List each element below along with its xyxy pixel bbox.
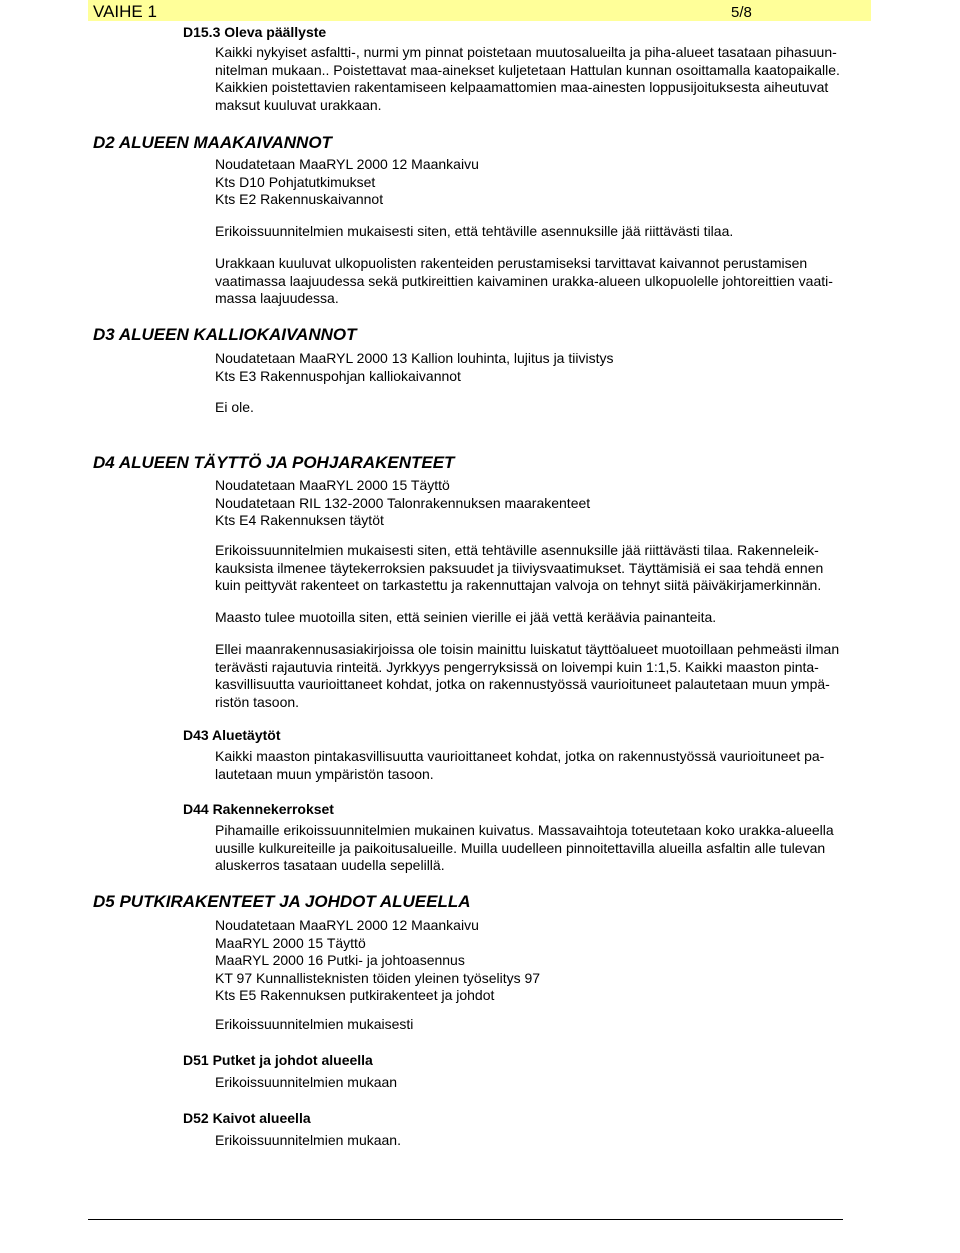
text-line: Kts E4 Rakennuksen täytöt (215, 512, 384, 528)
section-d4-paragraph-3 (215, 641, 875, 711)
text-line: Erikoissuunnitelmien mukaisesti siten, että tehtäville asennuksille jää riittävästi tilaa. Rakenneleik- (215, 542, 819, 558)
text-line: Kts E3 Rakennuspohjan kalliokaivannot (215, 367, 461, 384)
text-line: vaatimassa laajuudessa sekä putkireittien kaivaminen urakka-alueen ulkopuolelle johtoreittien vaati- (215, 272, 833, 289)
section-d44-text (215, 822, 875, 875)
text-line: Erikoissuunnitelmien mukaisesti (215, 1016, 414, 1032)
text-line: Erikoissuunnitelmien mukaan. (215, 1132, 401, 1148)
section-d51-title: D51 Putket ja johdot alueella (183, 1052, 373, 1068)
section-d2-paragraph-2 (215, 255, 875, 308)
text-line: kuin peittyvät rakenteet on tarkastettu ja rakennuttajan valvoja on tehnyt siitä päiväkirjamerkinnän. (215, 577, 822, 593)
section-d2-title: D2 ALUEEN MAAKAIVANNOT (93, 133, 332, 152)
text-line: Noudatetaan MaaRYL 2000 13 Kallion louhinta, lujitus ja tiivistys (215, 350, 614, 366)
text-line: KT 97 Kunnallisteknisten töiden yleinen työselitys 97 (215, 969, 541, 986)
section-d153-title: D15.3 Oleva päällyste (183, 24, 327, 40)
text-line: Noudatetaan MaaRYL 2000 15 Täyttö (215, 477, 450, 493)
section-d153-text (215, 44, 875, 114)
text-line: Kts E5 Rakennuksen putkirakenteet ja johdot (215, 987, 495, 1003)
section-d2-paragraph-1 (215, 223, 875, 241)
section-d51-text (215, 1074, 875, 1092)
text-line: kasvillisuutta vaurioittaneet kohdat, jotka on rakennustyössä vaurioituneet palautetaan muun ympä- (215, 676, 830, 692)
section-d5-refs (215, 917, 875, 1005)
section-d4-paragraph-1 (215, 542, 875, 595)
section-d52-title: D52 Kaivot alueella (183, 1110, 311, 1126)
text-line: Pihamaille erikoissuunnitelmien mukainen kuivatus. Massavaihtoja toteutetaan koko urakka-alueella (215, 822, 834, 838)
text-line: Kts E2 Rakennuskaivannot (215, 191, 384, 207)
text-line: maksut kuuluvat urakkaan. (215, 96, 382, 113)
section-d2-refs (215, 156, 875, 209)
section-d3-refs (215, 350, 875, 385)
text-line: Ellei maanrakennusasiakirjoissa ole toisin mainittu luiskatut täyttöalueet muotoillaan pehmeästi ilman (215, 641, 840, 657)
footer-divider (88, 1219, 843, 1220)
text-line: nitelman mukaan.. Poistettavat maa-ainekset kuljetetaan Hattulan kunnan osoittamalla kaatopaikalle. (215, 61, 840, 78)
text-line: Erikoissuunnitelmien mukaan (215, 1074, 398, 1090)
section-d3-paragraph-1 (215, 399, 875, 417)
text-line: Kaikki nykyiset asfaltti-, nurmi ym pinnat poistetaan muutosalueilta ja piha-alueet tasataan pihasuun- (215, 44, 837, 60)
text-line: Urakkaan kuuluvat ulkopuolisten rakenteiden perustamiseksi tarvittavat kaivannot perustamisen (215, 255, 808, 271)
text-line: Erikoissuunnitelmien mukaisesti siten, että tehtäville asennuksille jää riittävästi tilaa. (215, 223, 734, 239)
section-d5-title: D5 PUTKIRAKENTEET JA JOHDOT ALUEELLA (93, 892, 471, 911)
text-line: kauksista ilmenee täytekerroksien paksuudet ja tiiviysvaatimukset. Täyttämisiä ei saa tehdä ennen (215, 559, 824, 576)
text-line: MaaRYL 2000 15 Täyttö (215, 934, 366, 951)
section-d43-title: D43 Aluetäytöt (183, 727, 281, 743)
section-d43-text (215, 748, 875, 783)
text-line: ristön tasoon. (215, 693, 300, 710)
text-line: Ei ole. (215, 399, 254, 415)
text-line: lautetaan muun ympäristön tasoon. (215, 765, 434, 782)
text-line: Noudatetaan MaaRYL 2000 12 Maankaivu (215, 156, 479, 172)
text-line: Maasto tulee muotoilla siten, että seinien vierille ei jää vettä keräävia painanteita. (215, 609, 717, 625)
section-d3-title: D3 ALUEEN KALLIOKAIVANNOT (93, 325, 357, 344)
page-number: 5/8 (731, 4, 752, 21)
section-d44-title: D44 Rakennekerrokset (183, 801, 334, 817)
section-d52-text (215, 1132, 875, 1150)
text-line: Kaikkien poistettavien rakentamiseen kelpaamattomien maa-ainesten loppusijoituksesta aiheutuvat (215, 79, 829, 95)
section-d5-paragraph-1 (215, 1016, 875, 1034)
header-bar (88, 0, 871, 21)
text-line: Kaikki maaston pintakasvillisuutta vaurioittaneet kohdat, jotka on rakennustyössä vaurioituneet pa- (215, 748, 825, 764)
text-line: massa laajuudessa. (215, 290, 339, 306)
text-line: aluskerros tasataan uudella sepelillä. (215, 857, 445, 873)
text-line: Kts D10 Pohjatutkimukset (215, 173, 376, 190)
text-line: Noudatetaan RIL 132-2000 Talonrakennuksen maarakenteet (215, 494, 591, 511)
section-d4-paragraph-2 (215, 609, 875, 627)
section-d4-title: D4 ALUEEN TÄYTTÖ JA POHJARAKENTEET (93, 453, 455, 472)
text-line: uusille kulkureiteille ja paikoitusalueille. Muilla uudelleen pinnoitettavilla alueilla asfaltin alle tulevan (215, 839, 826, 856)
phase-label: VAIHE 1 (93, 2, 157, 21)
section-d4-refs (215, 477, 875, 530)
text-line: MaaRYL 2000 16 Putki- ja johtoasennus (215, 952, 465, 968)
text-line: Noudatetaan MaaRYL 2000 12 Maankaivu (215, 917, 479, 933)
text-line: terävästi rajautuvia rinteitä. Jyrkkyys pengerryksissä on loivempi kuin 1:1,5. Kaikki maaston pinta- (215, 658, 819, 675)
